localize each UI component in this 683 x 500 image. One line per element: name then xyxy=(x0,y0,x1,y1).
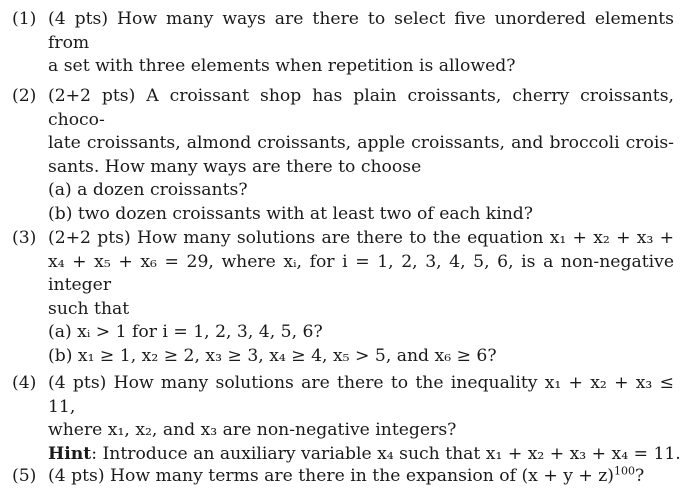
problem-body xyxy=(48,85,674,226)
problem-text-line: x₄ + x₅ + x₆ = 29, where xᵢ, for i = 1, 2, 3, 4, 5, 6, is a non-negative integer xyxy=(48,251,674,295)
problem-text-line: such that xyxy=(48,298,130,319)
problem-5 xyxy=(12,465,674,489)
question-mark: ? xyxy=(635,466,645,486)
problem-2 xyxy=(12,85,674,226)
problem-number: (1) xyxy=(12,9,37,29)
problem-text-line: (2+2 pts) How many solutions are there to the equation x₁ + x₂ + x₃ + xyxy=(48,228,674,248)
problem-number: (5) xyxy=(12,466,37,486)
problem-number: (4) xyxy=(12,373,37,393)
problem-text-line: (4 pts) How many ways are there to select five unordered elements from xyxy=(48,9,674,53)
problem-text-line: sants. How many ways are there to choose xyxy=(48,156,422,177)
problem-4 xyxy=(12,372,681,466)
subpart-a: (a) a dozen croissants? xyxy=(48,180,248,200)
problem-text-line xyxy=(48,465,674,489)
problem-text-line: a set with three elements when repetition is allowed? xyxy=(48,56,516,76)
problem-number: (3) xyxy=(12,228,37,248)
problem-text-line: late croissants, almond croissants, apple croissants, and broccoli crois- xyxy=(48,133,674,153)
subpart-b: (b) two dozen croissants with at least two of each kind? xyxy=(48,203,534,224)
subpart-b: (b) x₁ ≥ 1, x₂ ≥ 2, x₃ ≥ 3, x₄ ≥ 4, x₅ > 5, and x₆ ≥ 6? xyxy=(48,345,497,366)
problem-text: (4 pts) How many terms are there in the expansion of (x + y + z) xyxy=(48,466,614,486)
problem-body xyxy=(48,227,674,368)
hint-text: : Introduce an auxiliary variable x₄ such that x₁ + x₂ + x₃ + x₄ = 11. xyxy=(91,443,681,464)
problem-text-line: where x₁, x₂, and x₃ are non-negative integers? xyxy=(48,420,457,440)
hint-label: Hint xyxy=(48,443,92,464)
problem-text-line: (2+2 pts) A croissant shop has plain croissants, cherry croissants, choco- xyxy=(48,86,674,130)
problem-body xyxy=(48,465,674,489)
subpart-a: (a) xᵢ > 1 for i = 1, 2, 3, 4, 5, 6? xyxy=(48,322,323,342)
hint-line xyxy=(48,443,681,467)
problem-1 xyxy=(12,8,674,79)
exponent: 100 xyxy=(614,464,635,478)
problem-text-line: (4 pts) How many solutions are there to the inequality x₁ + x₂ + x₃ ≤ 11, xyxy=(48,373,674,417)
problem-number: (2) xyxy=(12,86,37,106)
problem-body xyxy=(48,8,674,79)
problem-3 xyxy=(12,227,674,368)
problem-body xyxy=(48,372,681,466)
